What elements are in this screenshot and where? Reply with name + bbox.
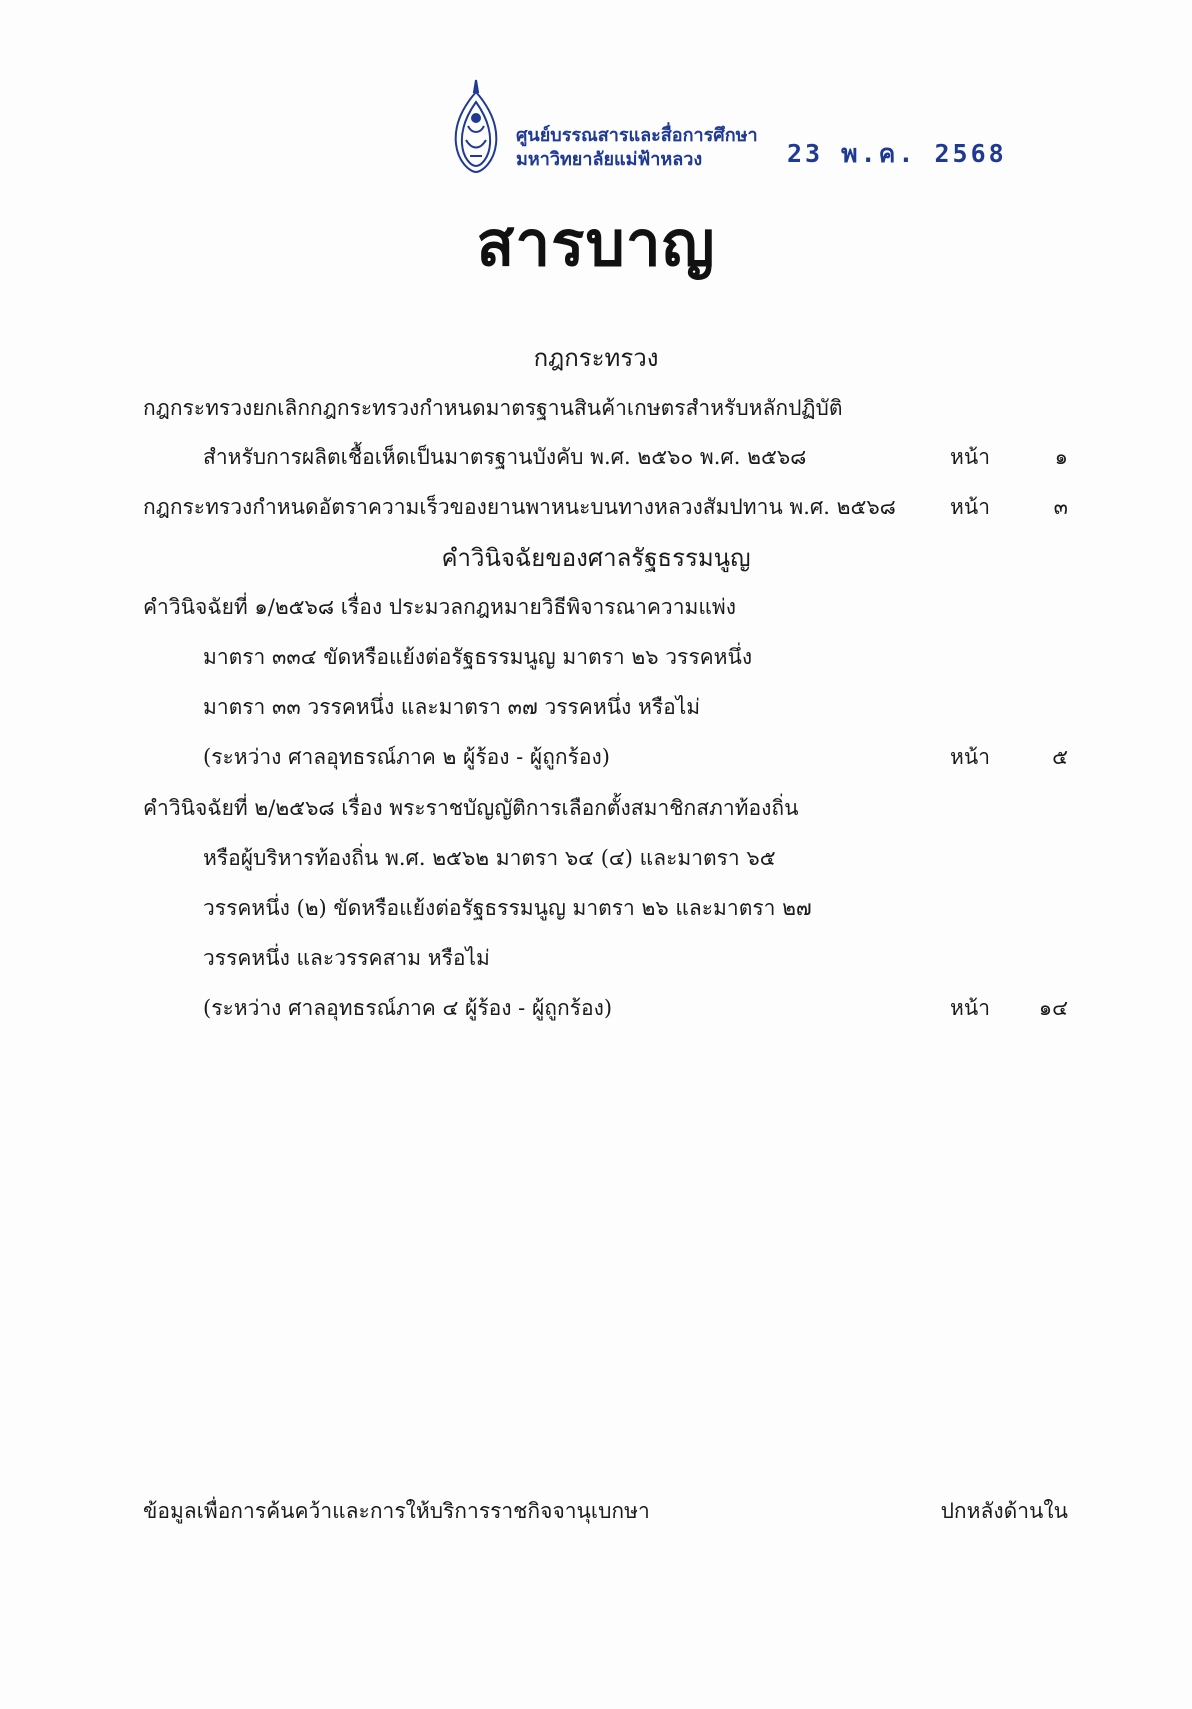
entry-line: (ระหว่าง ศาลอุทธรณ์ภาค ๒ ผู้ร้อง - ผู้ถูกร้อง) [203, 745, 610, 769]
entry-line: คำวินิจฉัยที่ ๑/๒๕๖๘ เรื่อง ประมวลกฎหมายวิธีพิจารณาความแพ่ง [143, 595, 736, 619]
page-label: หน้า [950, 495, 990, 519]
stamp-date: 23 พ.ค. 2568 [787, 139, 1007, 168]
page-title: สารบาญ [476, 207, 716, 280]
page-number: ๕ [1052, 745, 1068, 769]
page-number: ๓ [1053, 495, 1068, 519]
entry-line: กฎกระทรวงกำหนดอัตราความเร็วของยานพาหนะบนทางหลวงสัมปทาน พ.ศ. ๒๕๖๘ [143, 495, 896, 519]
university-emblem-icon [452, 78, 500, 174]
entry-line: กฎกระทรวงยกเลิกกฎกระทรวงกำหนดมาตรฐานสินค้าเกษตรสำหรับหลักปฏิบัติ [143, 396, 843, 420]
entry-line: วรรคหนึ่ง (๒) ขัดหรือแย้งต่อรัฐธรรมนูญ มาตรา ๒๖ และมาตรา ๒๗ [203, 896, 812, 920]
entry-line: คำวินิจฉัยที่ ๒/๒๕๖๘ เรื่อง พระราชบัญญัติการเลือกตั้งสมาชิกสภาท้องถิ่น [143, 796, 799, 820]
stamp-organization [516, 124, 758, 172]
entry-line: มาตรา ๓๓ วรรคหนึ่ง และมาตรา ๓๗ วรรคหนึ่ง หรือไม่ [203, 695, 701, 719]
stamp-org-line1: ศูนย์บรรณสารและสื่อการศึกษา [516, 125, 758, 146]
footer-page-position: ปกหลังด้านใน [940, 1499, 1068, 1523]
entry-line: วรรคหนึ่ง และวรรคสาม หรือไม่ [203, 946, 490, 970]
entry-line: หรือผู้บริหารท้องถิ่น พ.ศ. ๒๕๖๒ มาตรา ๖๔ (๔) และมาตรา ๖๕ [203, 846, 776, 870]
page-label: หน้า [950, 445, 990, 469]
entry-line: สำหรับการผลิตเชื้อเห็ดเป็นมาตรฐานบังคับ พ.ศ. ๒๕๖๐ พ.ศ. ๒๕๖๘ [203, 445, 807, 469]
section-heading-ministerial-regulations: กฎกระทรวง [533, 344, 659, 372]
page-label: หน้า [950, 996, 990, 1020]
page-label: หน้า [950, 745, 990, 769]
footer-source-note: ข้อมูลเพื่อการค้นคว้าและการให้บริการราชกิจจานุเบกษา [143, 1499, 650, 1523]
entry-line: (ระหว่าง ศาลอุทธรณ์ภาค ๔ ผู้ร้อง - ผู้ถูกร้อง) [203, 996, 613, 1020]
section-heading-constitutional-court: คำวินิจฉัยของศาลรัฐธรรมนูญ [441, 544, 751, 572]
entry-line: มาตรา ๓๓๔ ขัดหรือแย้งต่อรัฐธรรมนูญ มาตรา ๒๖ วรรคหนึ่ง [203, 645, 753, 669]
page-number: ๑๔ [1038, 996, 1068, 1020]
page-number: ๑ [1054, 445, 1068, 469]
stamp-org-line2: มหาวิทยาลัยแม่ฟ้าหลวง [516, 149, 703, 170]
library-stamp [452, 78, 1007, 178]
